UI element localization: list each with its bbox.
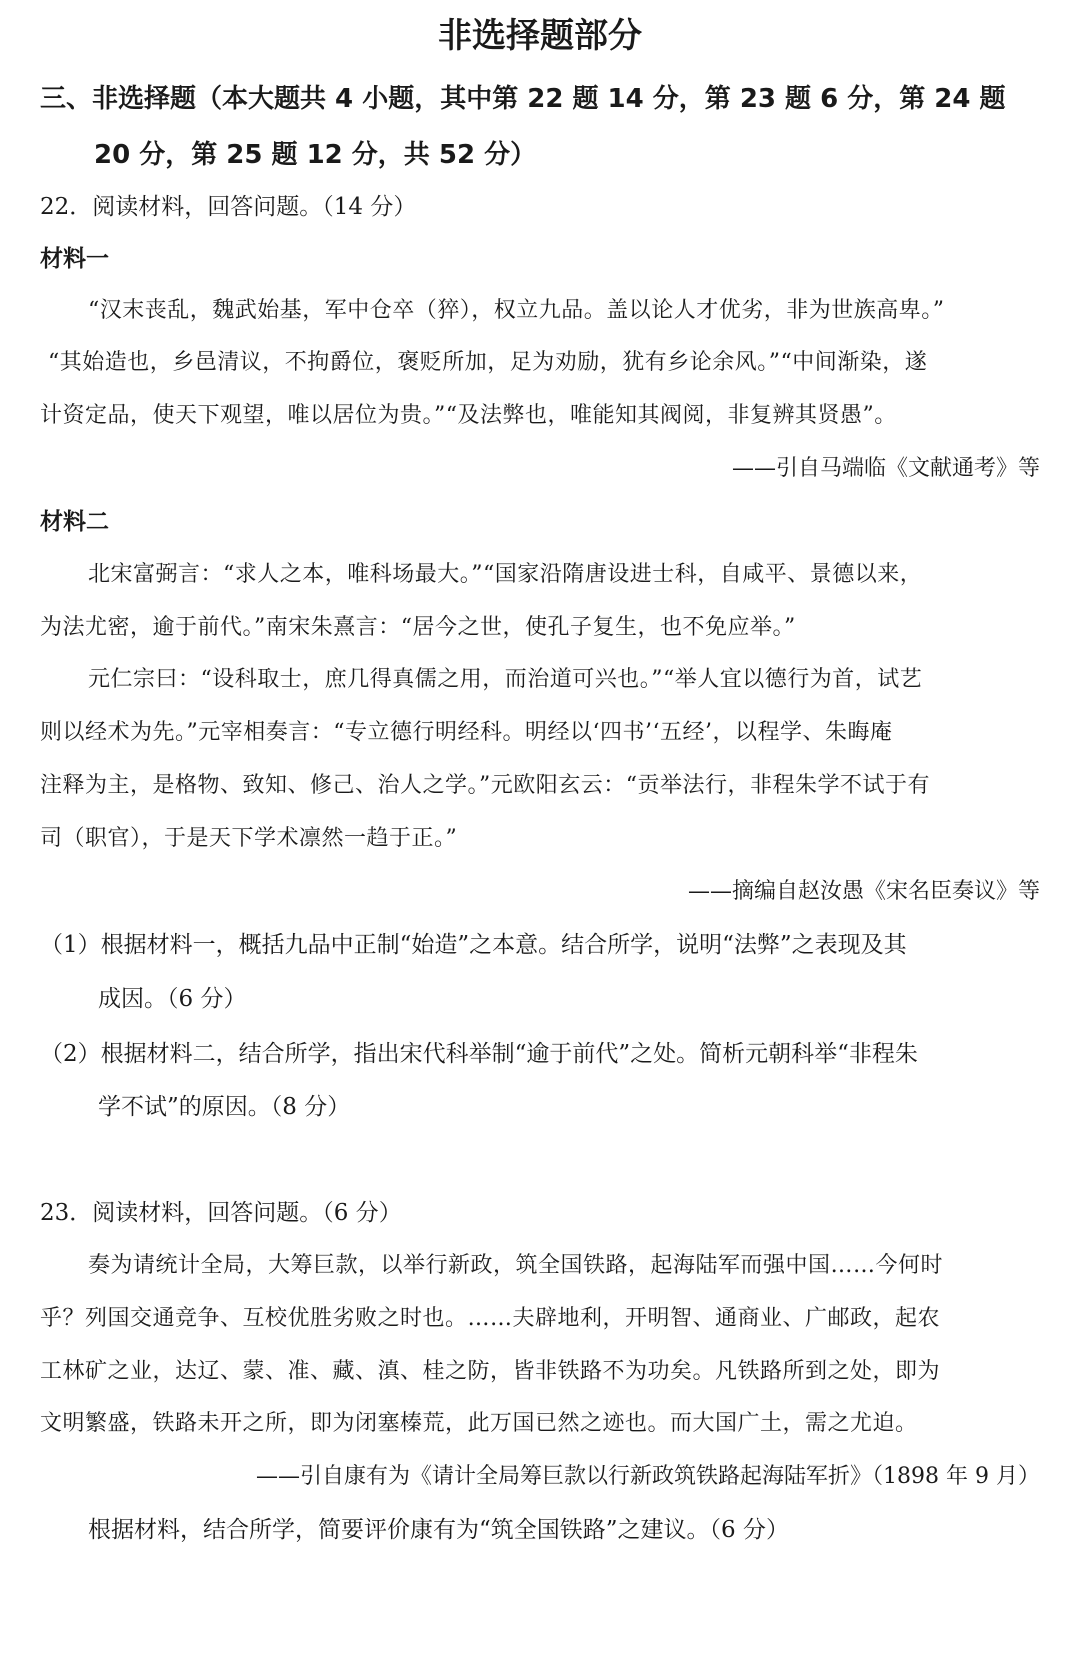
section-heading-line-1: 三、非选择题（本大题共 4 小题，其中第 22 题 14 分，第 23 题 6 分，第 24 题 [40,84,1006,114]
question-23-line: 乎？列国交通竞争、互校优胜劣败之时也。……夫辟地利，开明智、通商业、广邮政，起农 [40,1306,941,1331]
question-22-heading: 22．阅读材料，回答问题。（14 分） [40,194,417,220]
question-22-sub-2: （2）根据材料二，结合所学，指出宋代科举制“逾于前代”之处。简析元朝科举“非程朱 [40,1041,918,1067]
question-22-sub-1-cont: 成因。（6 分） [98,986,247,1012]
question-23-source: ——引自康有为《请计全局筹巨款以行新政筑铁路起海陆军折》（1898 年 9 月） [256,1464,1040,1489]
question-23-line: 工林矿之业，达辽、蒙、准、藏、滇、桂之防，皆非铁路不为功矣。凡铁路所到之处，即为 [40,1359,941,1384]
material-1-line: “其始造也，乡邑清议，不拘爵位，褒贬所加，足为劝励，犹有乡论余风。”“中间渐染，遂 [48,350,928,375]
question-22-sub-1: （1）根据材料一，概括九品中正制“始造”之本意。结合所学，说明“法弊”之表现及其 [40,932,907,958]
material-2-line: 注释为主，是格物、致知、修己、治人之学。”元欧阳玄云：“贡举法行，非程朱学不试于有 [40,773,930,798]
question-23-line: 文明繁盛，铁路未开之所，即为闭塞榛荒，此万国已然之迹也。而大国广土，需之尤迫。 [40,1411,918,1436]
section-heading-line-2: 20 分，第 25 题 12 分，共 52 分） [94,140,537,170]
material-2-line: 则以经术为先。”元宰相奏言：“专立德行明经科。明经以‘四书’‘五经’，以程学、朱晦庵 [40,720,893,745]
material-1-source: ——引自马端临《文献通考》等 [731,456,1040,481]
material-2-line: 元仁宗曰：“设科取士，庶几得真儒之用，而治道可兴也。”“举人宜以德行为首，试艺 [88,667,923,692]
material-2-line: 为法尤密，逾于前代。”南宋朱熹言：“居今之世，使孔子复生，也不免应举。” [40,615,796,640]
material-1-line: 计资定品，使天下观望，唯以居位为贵。”“及法弊也，唯能知其阀阅，非复辨其贤愚”。 [40,403,897,428]
material-2-source: ——摘编自赵汝愚《宋名臣奏议》等 [687,879,1040,904]
material-2-line: 北宋富弼言：“求人之本，唯科场最大。”“国家沿隋唐设进士科，自咸平、景德以来， [88,562,923,587]
question-22-sub-2-cont: 学不试”的原因。（8 分） [98,1094,351,1120]
material-2-label: 材料二 [40,509,109,535]
question-23-prompt: 根据材料，结合所学，简要评价康有为“筑全国铁路”之建议。（6 分） [88,1517,789,1543]
material-2-line: 司（职官），于是天下学术凛然一趋于正。” [40,826,458,851]
question-23-heading: 23．阅读材料，回答问题。（6 分） [40,1200,402,1226]
question-23-line: 奏为请统计全局，大筹巨款，以举行新政，筑全国铁路，起海陆军而强中国……今何时 [88,1253,944,1278]
page-title: 非选择题部分 [438,16,642,56]
material-1-line: “汉末丧乱，魏武始基，军中仓卒（猝），权立九品。盖以论人才优劣，非为世族高卑。” [88,298,945,323]
material-1-label: 材料一 [40,246,109,272]
